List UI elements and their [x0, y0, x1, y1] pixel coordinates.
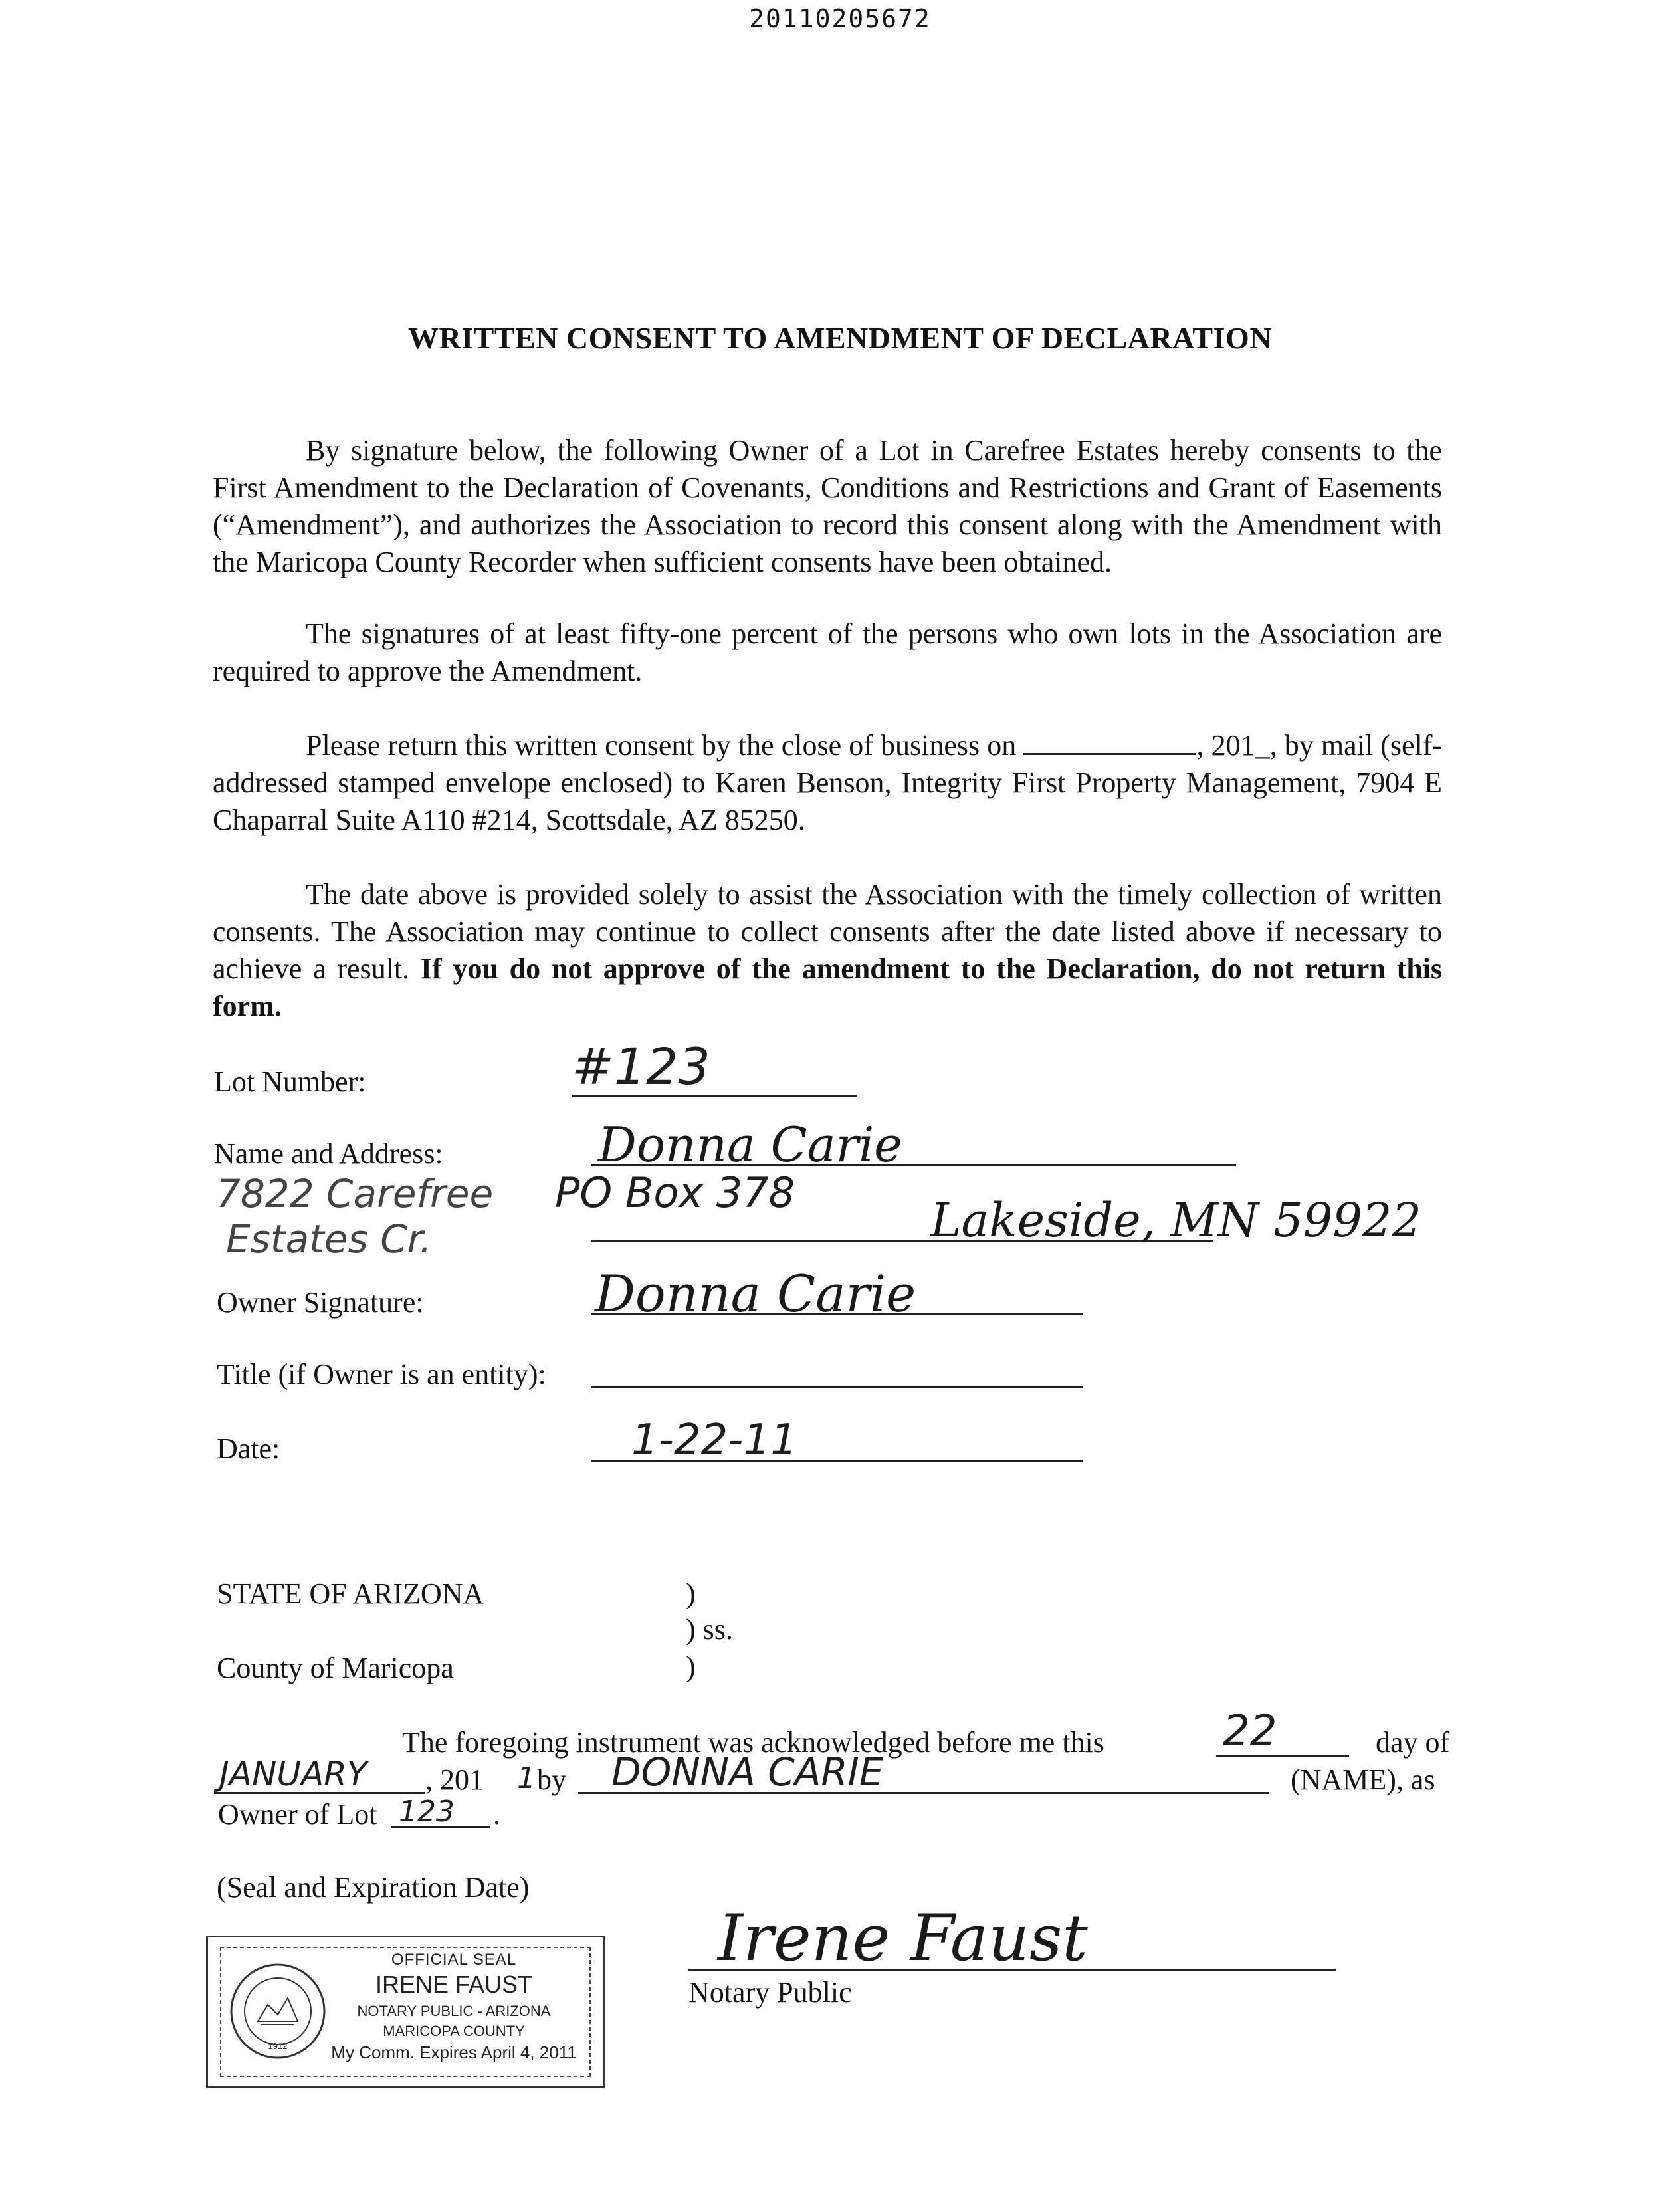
owner-lot-period: . [493, 1798, 500, 1830]
mailing-address-line1: PO Box 378 [555, 1168, 795, 1217]
name-address-label: Name and Address: [214, 1137, 443, 1170]
mailing-address-line2: Lakeside, MN 59922 [930, 1193, 1421, 1248]
official-seal-stamp [206, 1936, 605, 2088]
seal-notary-name: IRENE FAUST [375, 1971, 533, 1998]
by-label: by [537, 1763, 566, 1796]
month-value: JANUARY [219, 1755, 368, 1793]
consent-paragraph: By signature below, the following Owner of a Lot in Carefree Estates hereby consents to the First Amendment to the Declaration of Covenants, Conditions and Restrictions and Grant of Easements (“Amendment”), and authorizes the Association to record this consent along with the Amendment with the Maricopa County Recorder when sufficient consents have been obtained. [213, 434, 1442, 578]
date-notice-paragraph [213, 876, 1442, 1025]
signature-requirement-paragraph: The signatures of at least fifty-one percent of the persons who own lots in the Association are required to approve the Amendment. [213, 617, 1442, 687]
county-label: County of Maricopa [217, 1652, 454, 1684]
owner-signature-label: Owner Signature: [217, 1286, 424, 1319]
day-of-label: day of [1376, 1726, 1450, 1759]
ss-label: ) ss. [686, 1613, 733, 1646]
return-date-blank [1023, 752, 1196, 755]
notary-owner-name: DONNA CARIE [611, 1749, 884, 1795]
date-value: 1-22-11 [631, 1416, 797, 1465]
return-instructions-start: Please return this written consent by the close of business on [306, 729, 1017, 762]
year-prefix: , 201 [425, 1763, 484, 1796]
owner-of-lot-label: Owner of Lot [218, 1798, 377, 1830]
seal-notary-line1: NOTARY PUBLIC - ARIZONA [357, 2003, 551, 2019]
date-notice-warning: If you do not approve of the amendment to the Declaration, do not return this form. [213, 952, 1443, 1022]
lot-number-label: Lot Number: [214, 1065, 366, 1098]
seal-official-text: OFFICIAL SEAL [391, 1951, 517, 1969]
seal-expiration-label: (Seal and Expiration Date) [217, 1871, 530, 1904]
date-label: Date: [217, 1432, 280, 1465]
owner-lot-value: 123 [399, 1795, 455, 1828]
property-address-line2: Estates Cr. [226, 1216, 432, 1262]
lot-number-value: #123 [572, 1037, 710, 1096]
notary-signature: Irene Faust [718, 1901, 1088, 1975]
state-label: STATE OF ARIZONA [217, 1577, 484, 1610]
owner-signature-value: Donna Carie [595, 1264, 916, 1323]
owner-name-value: Donna Carie [598, 1117, 902, 1172]
property-address-line1: 7822 Carefree [216, 1171, 494, 1216]
return-instructions-paragraph [213, 727, 1442, 839]
paren-open: ) [686, 1577, 696, 1610]
notary-public-label: Notary Public [688, 1976, 852, 2009]
paren-close: ) [686, 1650, 696, 1683]
date-notice-text: The date above is provided solely to assist the Association with the timely collection of written consents. The Association may continue to collect consents after the date listed above if necessary to achieve a result. [213, 878, 1442, 985]
name-suffix: (NAME), as [1291, 1763, 1435, 1796]
arizona-seal-icon [228, 1961, 328, 2061]
return-instructions-rest: , 201_, by mail (self-addressed stamped envelope enclosed) to Karen Benson, Integrity First Property Management, 7904 E Chaparral Suite A110 #214, Scottsdale, AZ 85250. [213, 729, 1443, 836]
title-label: Title (if Owner is an entity): [217, 1358, 546, 1390]
day-value: 22 [1223, 1707, 1277, 1756]
seal-notary-line2: MARICOPA COUNTY [383, 2023, 525, 2039]
title-line [591, 1386, 1083, 1388]
seal-expiration: My Comm. Expires April 4, 2011 [331, 2043, 577, 2062]
document-number: 20110205672 [749, 4, 931, 33]
seal-year: 1912 [268, 2041, 288, 2051]
year-digit: 1 [517, 1761, 536, 1795]
acknowledgment-text: The foregoing instrument was acknowledged before me this [402, 1726, 1104, 1759]
page-title: WRITTEN CONSENT TO AMENDMENT OF DECLARATION [408, 321, 1272, 355]
